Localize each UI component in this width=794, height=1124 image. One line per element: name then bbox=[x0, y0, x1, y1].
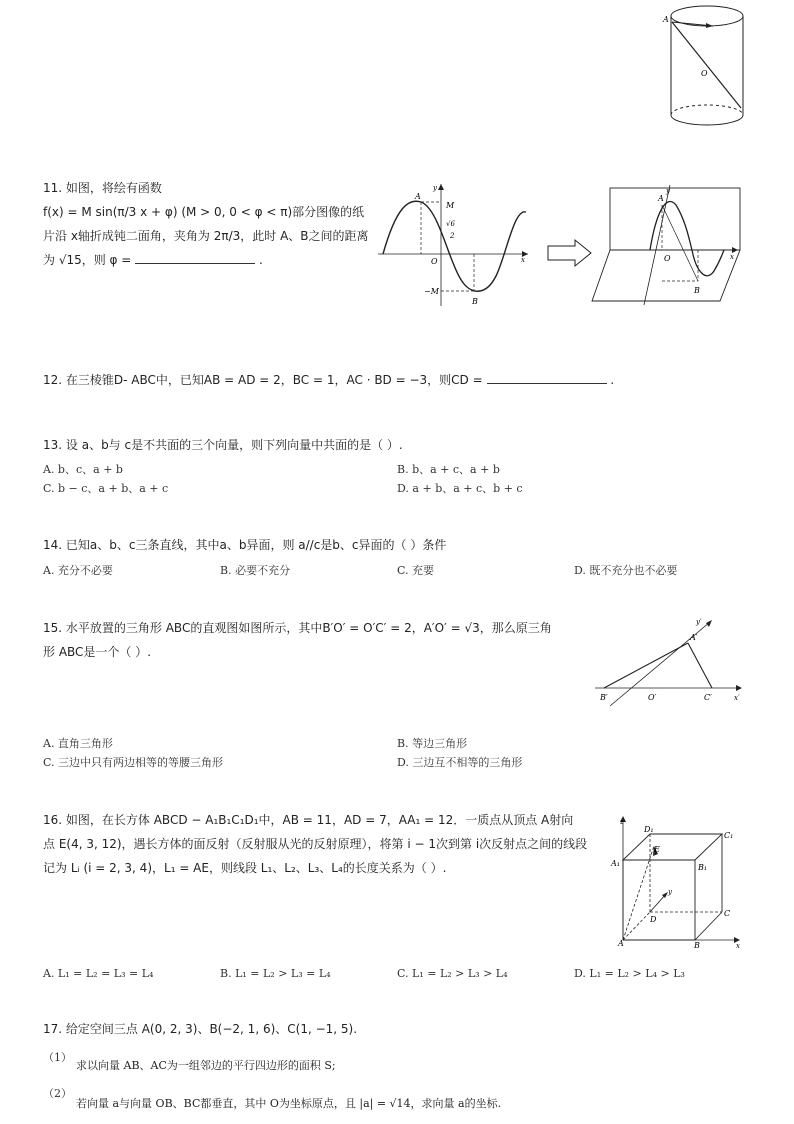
q11-fold-label-a: A bbox=[658, 194, 664, 203]
q16-label-a1: A₁ bbox=[611, 859, 620, 868]
q11-line4-end: . bbox=[259, 253, 263, 267]
q13-option-a[interactable]: A. b、c、a + b bbox=[43, 463, 123, 476]
q16-label-z: z bbox=[620, 818, 624, 826]
q16-line2: 点 E(4, 3, 12)，遇长方体的面反射（反射服从光的反射原理），将第 i − 1次到第 i次反射点之间的线段 bbox=[43, 837, 588, 851]
q15-label-x: x′ bbox=[734, 694, 740, 702]
q11-graph-label-sqrt6: √6 bbox=[446, 220, 455, 228]
q15-line2: 形 ABC是一个（ ）. bbox=[43, 645, 152, 659]
q11-graph-label-b: B bbox=[472, 297, 478, 306]
q16-line1: 16. 如图，在长方体 ABCD − A₁B₁C₁D₁中，AB = 11，AD = 7，AA₁ = 12．一质点从顶点 A射向 bbox=[43, 813, 574, 827]
q11-folded-figure bbox=[590, 183, 750, 308]
q16-line3: 记为 Lᵢ (i = 2, 3, 4)，L₁ = AE，则线段 L₁、L₂、L₃、L₄的长度关系为（ ）. bbox=[43, 861, 447, 875]
q16-label-b1: B₁ bbox=[698, 863, 708, 872]
q14-stem: 14. 已知a、b、c三条直线，其中a、b异面，则 a//c是b、c异面的（ ）条件 bbox=[43, 538, 447, 552]
q11-fold-label-x: x bbox=[730, 253, 734, 261]
q15-option-c[interactable]: C. 三边中只有两边相等的等腰三角形 bbox=[43, 756, 224, 769]
q15-text bbox=[43, 616, 603, 664]
q15-option-a[interactable]: A. 直角三角形 bbox=[43, 737, 113, 750]
q16-text bbox=[43, 808, 603, 880]
q12-stem: 12. 在三棱锥D- ABC中，已知AB = AD = 2，BC = 1，AC · BD = −3，则CD = bbox=[43, 373, 483, 387]
q13-option-c[interactable]: C. b − c、a + b、a + c bbox=[43, 482, 169, 495]
q15-label-c: C′ bbox=[704, 693, 712, 702]
q11-fold-label-y: y bbox=[666, 187, 670, 195]
q16-option-d[interactable]: D. L₁ = L₂ > L₄ > L₃ bbox=[574, 967, 685, 980]
q11-graph-label-x: x bbox=[521, 256, 525, 264]
q11-line1: 11. 如图，将绘有函数 bbox=[43, 181, 162, 195]
q16-label-y: y bbox=[668, 888, 672, 896]
q13-stem: 13. 设 a、b与 c是不共面的三个向量，则下列向量中共面的是（ ）. bbox=[43, 438, 403, 452]
q17-part2-text: 若向量 a与向量 OB、BC都垂直，其中 O为坐标原点，且 |a| = √14，求向量 a的坐标. bbox=[76, 1097, 502, 1110]
q11-graph-label-y: y bbox=[433, 184, 437, 192]
q16-label-c: C bbox=[724, 909, 731, 918]
q11-line4-prefix: 为 √15，则 φ = bbox=[43, 253, 132, 267]
q11-graph-label-two: 2 bbox=[450, 232, 455, 240]
q11-answer-blank[interactable] bbox=[135, 263, 255, 264]
q16-label-d: D bbox=[650, 915, 657, 924]
q11-text bbox=[43, 176, 373, 272]
q11-graph-label-neg-m: −M bbox=[424, 287, 439, 296]
q11-line3: 片沿 x轴折成钝二面角，夹角为 2π/3，此时 A、B之间的距离 bbox=[43, 229, 369, 243]
cylinder-label-a: A bbox=[663, 15, 669, 24]
q15-option-b[interactable]: B. 等边三角形 bbox=[397, 737, 468, 750]
q16-option-c[interactable]: C. L₁ = L₂ > L₃ > L₄ bbox=[397, 967, 508, 980]
q14-option-d[interactable]: D. 既不充分也不必要 bbox=[574, 564, 678, 577]
q17-part1-number: （1） bbox=[43, 1051, 72, 1064]
q16-label-b: B bbox=[694, 941, 700, 950]
q15-label-o: O′ bbox=[648, 693, 657, 702]
cylinder-figure bbox=[655, 2, 755, 132]
q15-label-y: y′ bbox=[696, 618, 702, 626]
q14-option-c[interactable]: C. 充要 bbox=[397, 564, 435, 577]
q16-label-a: A bbox=[618, 939, 624, 948]
q11-graph-label-o: O bbox=[431, 257, 438, 266]
q13-option-b[interactable]: B. b、a + c、a + b bbox=[397, 463, 500, 476]
q11-fold-arrow bbox=[545, 238, 595, 268]
cylinder-label-o: O bbox=[701, 69, 708, 78]
q16-label-e: E bbox=[654, 845, 660, 854]
q16-box-figure bbox=[610, 812, 750, 950]
q15-label-b: B′ bbox=[600, 693, 608, 702]
q16-label-x: x bbox=[736, 942, 740, 950]
q16-option-b[interactable]: B. L₁ = L₂ > L₃ = L₄ bbox=[220, 967, 331, 980]
q15-option-d[interactable]: D. 三边互不相等的三角形 bbox=[397, 756, 523, 769]
q11-fold-label-b: B bbox=[694, 286, 700, 295]
q12-answer-blank[interactable] bbox=[487, 383, 607, 384]
q11-sine-graph bbox=[378, 178, 538, 308]
q11-line2: f(x) = M sin(π/3 x + φ) (M > 0, 0 < φ < π)部分图像的纸 bbox=[43, 205, 365, 219]
q15-label-a: A′ bbox=[690, 633, 698, 642]
q14-option-b[interactable]: B. 必要不充分 bbox=[220, 564, 291, 577]
q14-option-a[interactable]: A. 充分不必要 bbox=[43, 564, 113, 577]
q16-option-a[interactable]: A. L₁ = L₂ = L₃ = L₄ bbox=[43, 967, 154, 980]
q12-text bbox=[43, 368, 663, 392]
q11-graph-label-a: A bbox=[415, 192, 421, 201]
q11-line4 bbox=[43, 248, 373, 272]
q17-part1-text: 求以向量 AB、AC为一组邻边的平行四边形的面积 S; bbox=[76, 1059, 336, 1072]
q15-line1: 15. 水平放置的三角形 ABC的直观图如图所示，其中B′O′ = O′C′ = 2，A′O′ = √3，那么原三角 bbox=[43, 621, 552, 635]
q12-end: . bbox=[610, 373, 615, 387]
q13-option-d[interactable]: D. a + b、a + c、b + c bbox=[397, 482, 523, 495]
q16-label-c1: C₁ bbox=[724, 831, 734, 840]
q11-graph-label-m: M bbox=[446, 201, 455, 210]
q15-oblique-figure bbox=[590, 612, 750, 707]
q17-part2-number: （2） bbox=[43, 1087, 72, 1100]
q11-fold-label-o: O bbox=[664, 254, 671, 263]
q17-stem: 17. 给定空间三点 A(0, 2, 3)、B(−2, 1, 6)、C(1, −1, 5). bbox=[43, 1022, 358, 1036]
q16-label-d1: D₁ bbox=[644, 825, 654, 834]
